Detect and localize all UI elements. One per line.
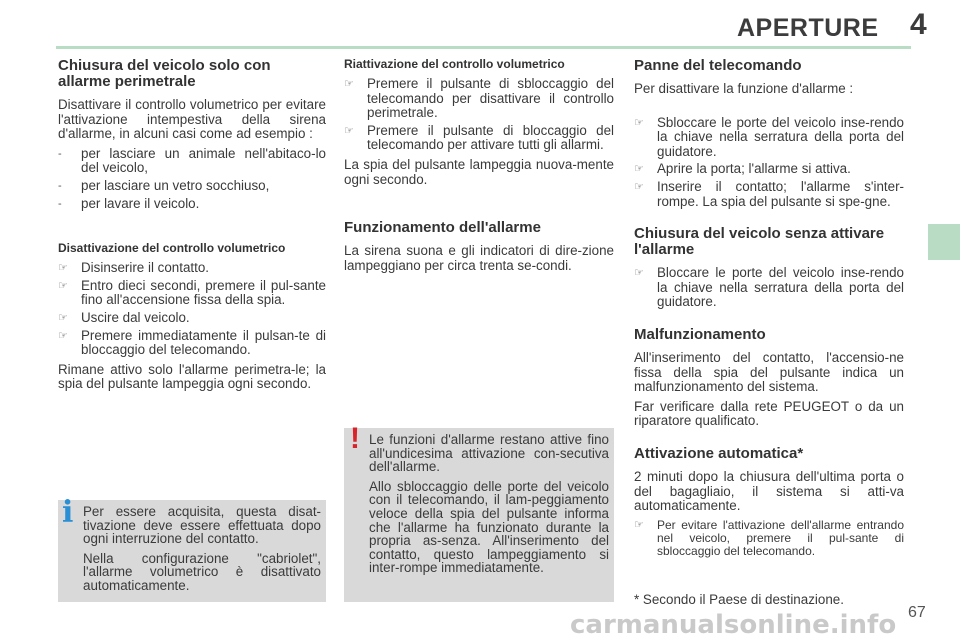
dash-marker: - [58, 179, 62, 192]
pointing-hand-icon: ☞ [634, 163, 644, 176]
list-item: ☞ Sbloccare le porte del veicolo inse-rendo la chiave nella serratura della porta del guidatore. [634, 114, 904, 159]
list-item: ☞ Premere immediatamente il pulsan-te di bloccaggio del telecomando. [58, 327, 326, 358]
heading-funzionamento: Funzionamento dell'allarme [344, 219, 541, 237]
list-item: - per lasciare un animale nell'abitaco-lo del veicolo, [58, 145, 326, 176]
list-item: ☞ Per evitare l'attivazione dell'allarme entrando nel veicolo, premere il pul-sante di sbloccaggio del telecomando. [634, 517, 904, 558]
paragraph-rimane: Rimane attivo solo l'allarme perimetra-le; la spia del pulsante lampeggia ogni secondo. [58, 361, 326, 392]
warning-note [344, 422, 614, 602]
warning-note-text-1: Le funzioni d'allarme restano attive fino all'undicesima attivazione con-secutiva dell'allarme. [369, 432, 609, 475]
column-middle [344, 58, 614, 278]
bullet-list [634, 266, 904, 310]
dash-marker: - [58, 147, 62, 160]
list-item: ☞ Premere il pulsante di bloccaggio del telecomando per attivare tutti gli allarmi. [344, 122, 614, 153]
list-item: ☞ Disinserire il contatto. [58, 260, 210, 276]
pointing-hand-icon: ☞ [58, 279, 68, 292]
list-item: ☞ Uscire dal veicolo. [58, 309, 190, 325]
column-right [634, 58, 904, 563]
heading-panne: Panne del telecomando [634, 57, 802, 74]
column-left [58, 58, 326, 397]
warning-exclamation-icon: ! [350, 422, 360, 455]
list-item: ☞ Bloccare le porte del veicolo inse-rendo la chiave nella serratura della porta del guidatore. [634, 265, 904, 310]
footnote: * Secondo il Paese di destinazione. [634, 592, 844, 607]
pointing-hand-icon: ☞ [58, 262, 68, 275]
pointing-hand-icon: ☞ [634, 267, 644, 280]
header-divider [56, 46, 911, 49]
paragraph-spia: La spia del pulsante lampeggia nuova-mente ogni secondo. [344, 156, 614, 187]
list-item: - per lasciare un vetro socchiuso, [58, 177, 270, 193]
info-note-text-2: Nella configurazione "cabriolet", l'allarme volumetrico è disattivato automaticamente. [83, 550, 321, 593]
info-note-text-1: Per essere acquisita, questa disat-tivazione deve essere effettuata dopo ogni interruzione del contatto. [83, 504, 321, 547]
paragraph-panne: Per disattivare la funzione d'allarme : [634, 81, 854, 96]
list-item: ☞ Inserire il contatto; l'allarme s'inter-rompe. La spia del pulsante si spe-gne. [634, 178, 904, 209]
heading-riattivazione: Riattivazione del controllo volumetrico [344, 57, 565, 71]
info-icon: i [62, 495, 74, 530]
paragraph-malf-2: Far verificare dalla rete PEUGEOT o da un riparatore qualificato. [634, 398, 904, 429]
heading-chiusura-perimetrale: Chiusura del veicolo solo con allarme perimetrale [58, 57, 271, 90]
heading-disattivazione: Disattivazione del controllo volumetrico [58, 241, 286, 256]
pointing-hand-icon: ☞ [344, 78, 354, 90]
list-item: ☞ Aprire la porta; l'allarme si attiva. [634, 161, 851, 177]
paragraph-intro: Disattivare il controllo volumetrico per evitare l'attivazione intempestiva della sirena d'allarme, in alcuni casi come ad esempio : [58, 97, 326, 142]
bullet-list [344, 77, 614, 153]
paragraph-malf-1: All'inserimento del contatto, l'accensio-ne fissa della spia del pulsante indica un malfunzionamento del sistema. [634, 349, 904, 395]
list-item: ☞ Entro dieci secondi, premere il pul-sante fino all'accensione fissa della spia. [58, 277, 326, 308]
pointing-hand-icon: ☞ [58, 329, 68, 342]
pointing-hand-icon: ☞ [58, 311, 68, 324]
dash-marker: - [58, 197, 62, 210]
paragraph-sirena: La sirena suona e gli indicatori di dire-zione lampeggiano per circa trenta se-condi. [344, 243, 614, 273]
bullet-list [634, 519, 904, 558]
pointing-hand-icon: ☞ [344, 124, 354, 137]
chapter-title: APERTURE [737, 14, 879, 42]
warning-note-text-2: Allo sbloccaggio delle porte del veicolo con il telecomando, il lam-peggiamento veloce della spia del pulsante informa che l'allarme ha funzionato durante la propria as-senza. All'inserimento del contatto, questo lampeggiamento si inter-rompe immediatamente. [369, 478, 609, 576]
chapter-side-tab [928, 224, 960, 260]
heading-senza-allarme: Chiusura del veicolo senza attivare l'allarme [634, 225, 885, 259]
bullet-list [634, 116, 904, 210]
dash-list [58, 147, 326, 211]
chapter-number: 4 [910, 8, 927, 41]
pointing-hand-icon: ☞ [634, 518, 644, 531]
page-number: 67 [908, 604, 926, 621]
paragraph-auto: 2 minuti dopo la chiusura dell'ultima porta o del bagagliaio, il sistema si atti-va automaticamente. [634, 468, 904, 514]
pointing-hand-icon: ☞ [634, 116, 644, 129]
pointing-hand-icon: ☞ [634, 180, 644, 193]
list-item: - per lavare il veicolo. [58, 195, 200, 211]
watermark: carmanualsonline.info [570, 610, 897, 640]
heading-malfunzionamento: Malfunzionamento [634, 325, 766, 343]
heading-attivazione-automatica: Attivazione automatica* [634, 444, 804, 462]
bullet-list [58, 261, 326, 358]
info-note [58, 495, 326, 602]
list-item: ☞ Premere il pulsante di sbloccaggio del telecomando per disattivare il controllo perimetrale. [344, 76, 614, 121]
